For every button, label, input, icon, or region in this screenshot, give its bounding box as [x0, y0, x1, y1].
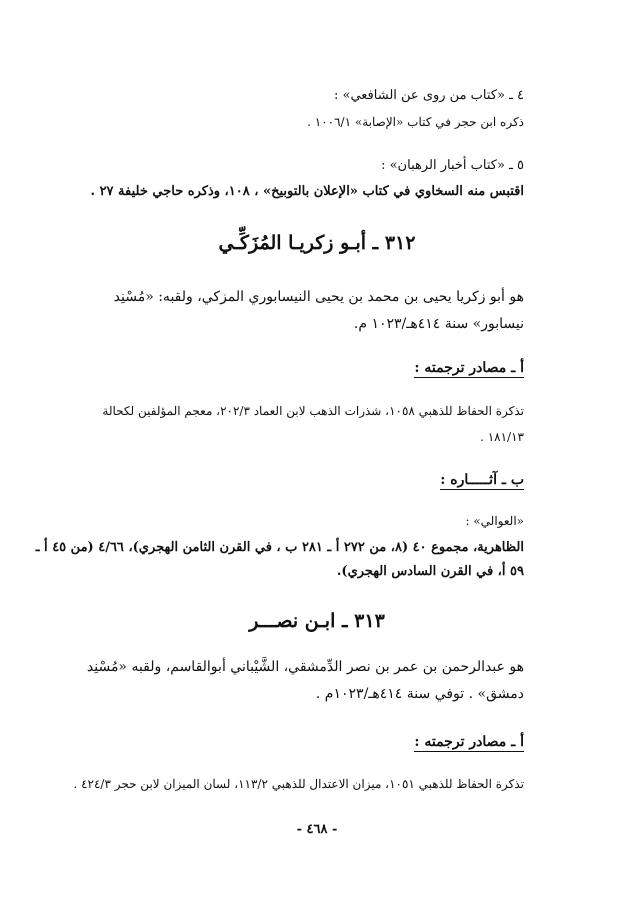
biography-312-works-line-1: الظاهرية، مجموع ٤٠ (٨، من ٢٧٢ أ ـ ٢٨١ ب ، في القرن الثامن الهجري)، ٤/٦٦ (من ٤٥ أ ـ — [35, 540, 524, 555]
entry-4-note: ذكره ابن حجر في كتاب «الإصابة» ١٠٠٦/١ . — [307, 115, 524, 129]
sources-heading-label: أ ـ مصادر ترجمته : — [414, 360, 524, 376]
biography-313-intro-line-2: دمشق» . توفي سنة ٤١٤هـ/١٠٢٣م . — [315, 686, 524, 702]
entry-5-note: اقتبس منه السخاوي في كتاب «الإعلان بالتوبيخ» ، ١٠٨، وذكره حاجي خليفة ٢٧ . — [90, 184, 524, 199]
sources-heading-label: أ ـ مصادر ترجمته : — [414, 734, 524, 750]
biography-313-sources-line-1: تذكرة الحفاظ للذهبي ١٠٥١، ميزان الاعتدال للذهبي ١١٣/٢، لسان الميزان لابن حجر ٤٢٤/٣ . — [73, 777, 524, 791]
biography-312-intro-line-2: نيسابور» سنة ٤١٤هـ/١٠٢٣ م. — [353, 316, 524, 332]
biography-312-works-heading — [110, 472, 524, 489]
biography-312-works-line-2: ٥٩ أ، في القرن السادس الهجري). — [336, 564, 524, 579]
biography-313-title: ٣١٣ ـ ابـن نصـــر — [249, 610, 385, 632]
entry-5-heading: ٥ ـ «كتاب أخبار الرهبان» : — [381, 158, 524, 173]
page-number: - ٤٦٨ - — [296, 822, 338, 837]
biography-312-sources-line-2: ١٨١/١٣ . — [480, 430, 524, 444]
biography-312-title: ٣١٢ ـ أبـو زكريـا المُزَكِّـي — [218, 232, 416, 254]
biography-312-works-item: «العوالي» : — [465, 514, 524, 528]
biography-313-sources-heading — [110, 734, 524, 751]
works-heading-label: ب ـ آثـــــاره : — [440, 472, 524, 488]
biography-313-intro-line-1: هو عبدالرحمن بن عمر بن نصر الدِّمشقي، الشَّيْباني أبوالقاسم، ولقبه «مُسْنِد — [86, 659, 524, 675]
biography-312-sources-line-1: تذكرة الحفاظ للذهبي ١٠٥٨، شذرات الذهب لابن العماد ٢٠٢/٣، معجم المؤلفين لكحالة — [102, 404, 524, 418]
biography-312-intro-line-1: هو أبو زكريا يحيى بن محمد بن يحيى النيسابوري المزكي، ولقبه: «مُسْنِد — [113, 289, 524, 305]
entry-4-heading: ٤ ـ «كتاب من روى عن الشافعي» : — [333, 88, 524, 103]
biography-312-sources-heading — [110, 360, 524, 377]
